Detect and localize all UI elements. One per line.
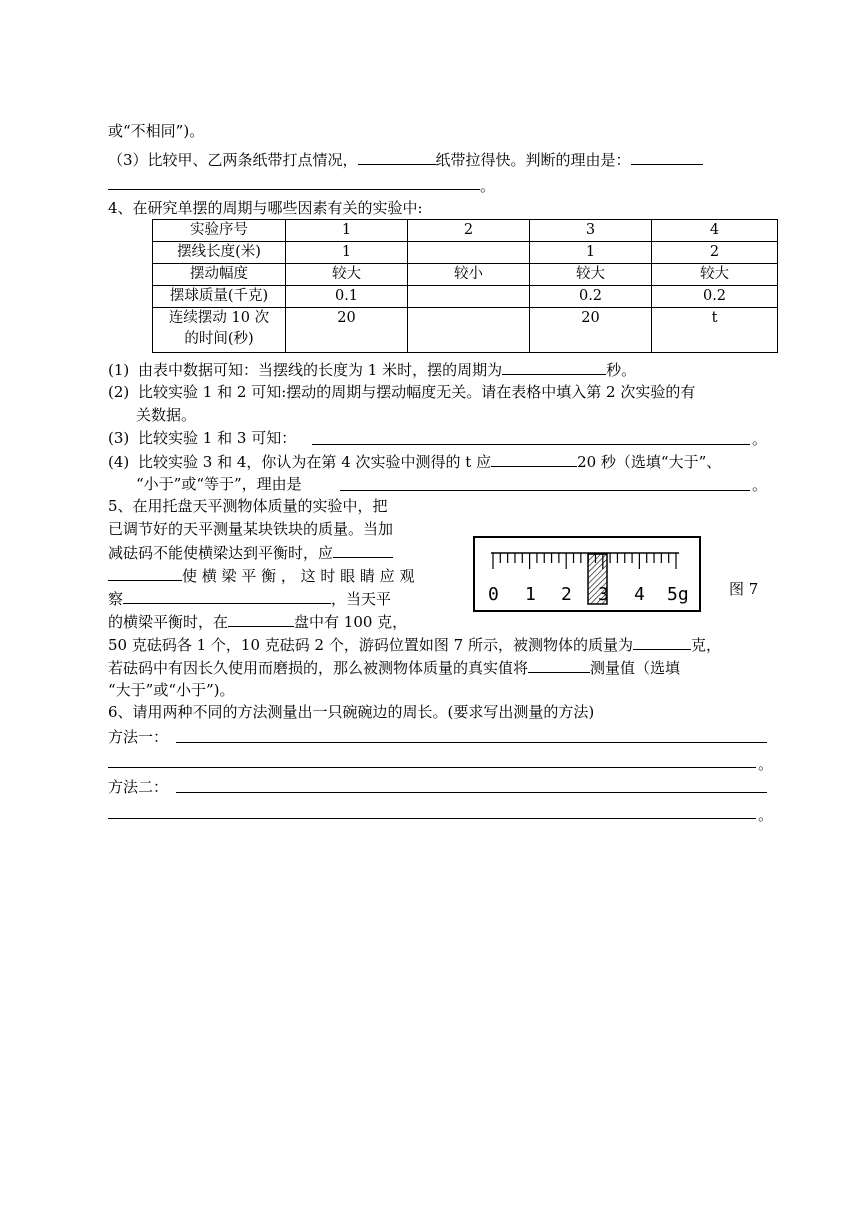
balance-beam-scale-figure: [473, 536, 701, 612]
table-cell-blank[interactable]: [408, 286, 530, 308]
q5-line-4: [108, 565, 414, 586]
table-cell: 较大: [652, 264, 778, 286]
question-4-title: 4、在研究单摆的周期与哪些因素有关的实验中:: [108, 199, 423, 217]
q5-text: ，当天平: [331, 590, 392, 608]
q5-text: 减砝码不能使横梁达到平衡时，应: [108, 544, 334, 562]
q5-text: 克，: [690, 636, 721, 654]
question-6-title: 6、请用两种不同的方法测量出一只碗碗边的周长。(要求写出测量的方法): [108, 703, 595, 721]
q5-text: 使 横 梁 平 衡 ， 这 时 眼 睛 应 观: [182, 567, 415, 585]
table-cell: [153, 308, 286, 353]
answer-blank[interactable]: [123, 588, 331, 604]
answer-blank[interactable]: [528, 657, 590, 673]
table-cell: 摆球质量(千克): [153, 286, 286, 308]
sub-question-2-cont: 关数据。: [136, 406, 197, 424]
q5-line-1: 5、在用托盘天平测物体质量的实验中，把: [108, 497, 388, 515]
q5-text: 50 克砝码各 1 个，10 克砝码 2 个，游码位置如图 7 所示，被测物体的质量为: [108, 636, 633, 654]
table-cell-blank[interactable]: [408, 242, 530, 264]
table-cell: 20: [530, 308, 652, 353]
sub-question-4: [108, 451, 721, 472]
question-3-line: [108, 149, 703, 170]
table-row: [153, 220, 778, 242]
answer-blank[interactable]: [228, 611, 294, 627]
table-cell: 2: [408, 220, 530, 242]
q5-text: 的横梁平衡时，在: [108, 613, 229, 631]
sub-text: 比较实验 3 和 4，你认为在第 4 次实验中测得的 t 应: [138, 453, 492, 471]
sub-question-2: [108, 382, 695, 402]
sub-text: 比较实验 1 和 3 可知：: [138, 429, 297, 447]
table-cell-blank[interactable]: [408, 308, 530, 353]
answer-line[interactable]: [176, 742, 767, 743]
answer-blank[interactable]: [491, 451, 577, 467]
scale-label: 3: [598, 584, 609, 605]
q5-line-5: [108, 588, 391, 609]
answer-blank[interactable]: [108, 565, 182, 581]
q5-text: 察: [108, 590, 124, 608]
sub-number: (2): [108, 383, 130, 401]
answer-line[interactable]: [108, 767, 756, 768]
table-row: [153, 308, 778, 353]
table-cell: 1: [286, 242, 408, 264]
sub-text: 比较实验 1 和 2 可知:摆动的周期与摆动幅度无关。请在表格中填入第 2 次实验的有: [138, 383, 696, 401]
row-label-line-2: 的时间(秒): [184, 331, 254, 347]
pendulum-data-table: [152, 219, 778, 353]
q5-line-7: [108, 634, 721, 655]
table-cell: 摆动幅度: [153, 264, 286, 286]
table-cell: 2: [652, 242, 778, 264]
q3-text-a: （3）比较甲、乙两条纸带打点情况，: [108, 151, 358, 169]
table-row: [153, 242, 778, 264]
scale-label: 0: [488, 584, 499, 605]
table-cell: 4: [652, 220, 778, 242]
table-row: [153, 264, 778, 286]
table-cell: 较大: [530, 264, 652, 286]
q5-line-8: [108, 657, 680, 678]
table-cell: 摆线长度(米): [153, 242, 286, 264]
sub-text: 由表中数据可知：当摆线的长度为 1 米时，摆的周期为: [138, 361, 503, 379]
sub-number: (1): [108, 361, 130, 379]
sub-text: 秒。: [606, 361, 637, 379]
answer-line[interactable]: [312, 444, 750, 445]
answer-blank[interactable]: [502, 359, 606, 375]
period: 。: [752, 476, 768, 494]
q5-line-2: 已调节好的天平测量某块铁块的质量。当加: [108, 520, 394, 538]
period: 。: [480, 177, 496, 195]
intro-line: 或“不相同”)。: [108, 122, 205, 140]
method-1-label: 方法一：: [108, 728, 169, 746]
scale-label: 5g: [667, 584, 689, 605]
table-cell: 0.2: [652, 286, 778, 308]
table-cell: 1: [286, 220, 408, 242]
period: 。: [752, 430, 768, 448]
scale-ruler-icon: [475, 538, 699, 610]
q5-line-6: [108, 611, 407, 632]
table-cell: 1: [530, 242, 652, 264]
answer-blank[interactable]: [633, 634, 691, 650]
q5-text: 测量值（选填: [590, 659, 681, 677]
answer-blank[interactable]: [631, 149, 703, 165]
sub-question-4-cont: “小于”或“等于”，理由是: [136, 475, 302, 493]
table-cell: 实验序号: [153, 220, 286, 242]
table-cell: 较大: [286, 264, 408, 286]
figure-label: 图 7: [729, 580, 759, 598]
period: 。: [758, 806, 774, 824]
q3-text-b: 纸带拉得快。判断的理由是：: [435, 151, 631, 169]
answer-line[interactable]: [340, 490, 750, 491]
answer-line[interactable]: [176, 792, 767, 793]
q5-text: 若砝码中有因长久使用而磨损的，那么被测物体质量的真实值将: [108, 659, 529, 677]
scale-label: 2: [561, 584, 572, 605]
table-cell: 0.1: [286, 286, 408, 308]
answer-blank[interactable]: [333, 542, 393, 558]
scale-label: 1: [525, 584, 536, 605]
table-cell: 0.2: [530, 286, 652, 308]
sub-number: (3): [108, 429, 130, 447]
q5-line-3: [108, 542, 393, 563]
table-cell: 较小: [408, 264, 530, 286]
table-cell: 3: [530, 220, 652, 242]
sub-number: (4): [108, 453, 130, 471]
scale-label: 4: [634, 584, 645, 605]
sub-question-1: [108, 359, 636, 380]
sub-text: 20 秒（选填“大于”、: [577, 453, 722, 471]
period: 。: [758, 755, 774, 773]
q5-line-9: “大于”或“小于”)。: [108, 681, 235, 699]
method-2-label: 方法二：: [108, 778, 169, 796]
table-cell: t: [652, 308, 778, 353]
q5-text: 盘中有 100 克，: [294, 613, 408, 631]
table-row: [153, 286, 778, 308]
answer-line[interactable]: [108, 818, 756, 819]
table-cell: 20: [286, 308, 408, 353]
answer-line[interactable]: [108, 189, 480, 190]
row-label-line-1: 连续摆动 10 次: [168, 310, 270, 326]
sub-question-3: [108, 428, 296, 448]
answer-blank[interactable]: [358, 149, 436, 165]
